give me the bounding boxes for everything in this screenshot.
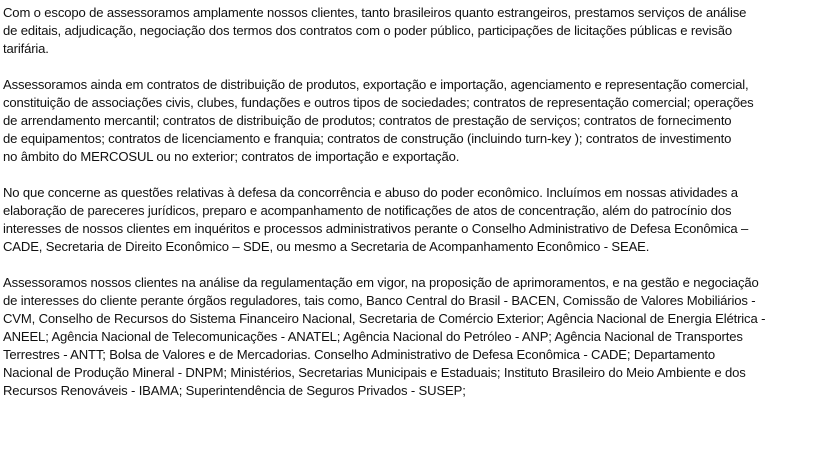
paragraph-competition-defense [3,184,815,256]
text-line: Nacional de Produção Mineral - DNPM; Ministérios, Secretarias Municipais e Estaduais; Instituto Brasileiro do Meio Ambiente e dos [3,365,746,380]
text-line: de equipamentos; contratos de licenciamento e franquia; contratos de construção (incluindo turn-key ); contratos de investimento [3,131,732,146]
text-line: interesses de nossos clientes em inquéritos e processos administrativos perante o Conselho Administrativo de Defesa Econômica – [3,221,749,236]
text-line: no âmbito do MERCOSUL ou no exterior; contratos de importação e exportação. [3,149,460,164]
text-line: de editais, adjudicação, negociação dos termos dos contratos com o poder público, participações de licitações públicas e revisão [3,23,733,38]
text-line: Assessoramos nossos clientes na análise da regulamentação em vigor, na proposição de aprimoramentos, e na gestão e negociação [3,275,759,290]
text-line: de interesses do cliente perante órgãos reguladores, tais como, Banco Central do Brasil - BACEN, Comissão de Valores Mobiliários - [3,293,756,308]
text-line: Terrestres - ANTT; Bolsa de Valores e de Mercadorias. Conselho Administrativo de Defesa Econômica - CADE; Departamento [3,347,715,362]
text-line: CADE, Secretaria de Direito Econômico – SDE, ou mesmo a Secretaria de Acompanhamento Econômico - SEAE. [3,239,650,254]
document-body [3,4,815,418]
text-line: de arrendamento mercantil; contratos de distribuição de produtos; contratos de prestação de serviços; contratos de fornecimento [3,113,732,128]
paragraph-commercial-contracts [3,76,815,166]
text-line: constituição de associações civis, clubes, fundações e outros tipos de sociedades; contratos de representação comercial; operações [3,95,754,110]
text-line: Recursos Renováveis - IBAMA; Superintendência de Seguros Privados - SUSEP; [3,383,466,398]
text-line: No que concerne as questões relativas à defesa da concorrência e abuso do poder econômico. Incluímos em nossas atividades a [3,185,738,200]
text-line: Com o escopo de assessoramos amplamente nossos clientes, tanto brasileiros quanto estrangeiros, prestamos serviços de análise [3,5,747,20]
paragraph-regulatory [3,274,815,400]
paragraph-public-contracts [3,4,815,58]
text-line: Assessoramos ainda em contratos de distribuição de produtos, exportação e importação, agenciamento e representação comercial, [3,77,749,92]
text-line: tarifária. [3,41,49,56]
text-line: CVM, Conselho de Recursos do Sistema Financeiro Nacional, Secretaria de Comércio Exterior; Agência Nacional de Energia Elétrica - [3,311,766,326]
text-line: ANEEL; Agência Nacional de Telecomunicações - ANATEL; Agência Nacional do Petróleo - ANP; Agência Nacional de Transportes [3,329,743,344]
text-line: elaboração de pareceres jurídicos, preparo e acompanhamento de notificações de atos de concentração, além do patrocínio dos [3,203,732,218]
